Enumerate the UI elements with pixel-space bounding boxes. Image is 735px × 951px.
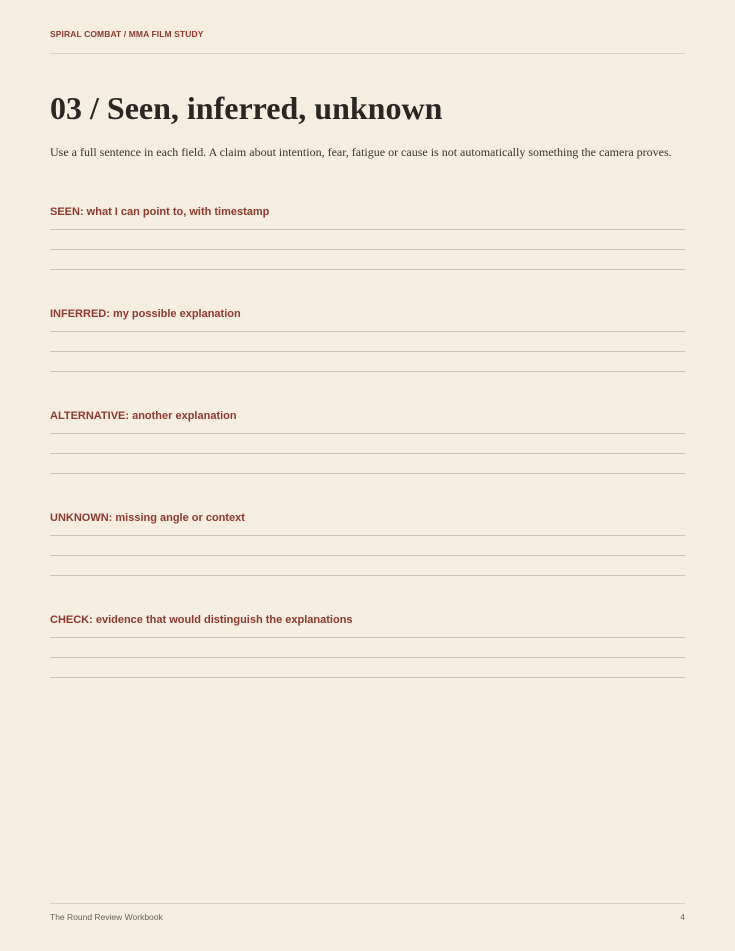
workbook-page — [50, 0, 685, 951]
writing-line[interactable] — [50, 535, 685, 536]
writing-line[interactable] — [50, 229, 685, 230]
writing-line[interactable] — [50, 453, 685, 454]
section-label-alternative: ALTERNATIVE: another explanation — [50, 410, 237, 422]
footer-title: The Round Review Workbook — [50, 912, 163, 922]
page-number: 4 — [680, 912, 685, 922]
writing-line[interactable] — [50, 677, 685, 678]
writing-line[interactable] — [50, 575, 685, 576]
section-alternative — [50, 408, 685, 488]
writing-line[interactable] — [50, 249, 685, 250]
header-kicker: SPIRAL COMBAT / MMA FILM STUDY — [50, 29, 204, 39]
footer-divider — [50, 903, 685, 904]
section-check — [50, 612, 685, 692]
writing-line[interactable] — [50, 371, 685, 372]
section-inferred — [50, 306, 685, 386]
section-label-seen: SEEN: what I can point to, with timestamp — [50, 206, 270, 218]
writing-line[interactable] — [50, 331, 685, 332]
writing-line[interactable] — [50, 555, 685, 556]
page-title: 03 / Seen, inferred, unknown — [50, 90, 443, 126]
section-label-unknown: UNKNOWN: missing angle or context — [50, 512, 245, 524]
header-divider — [50, 53, 685, 54]
writing-line[interactable] — [50, 657, 685, 658]
writing-line[interactable] — [50, 351, 685, 352]
intro-text: Use a full sentence in each field. A claim about intention, fear, fatigue or cause is not automatically something the camera proves. — [50, 145, 672, 159]
writing-line[interactable] — [50, 433, 685, 434]
section-label-check: CHECK: evidence that would distinguish the explanations — [50, 614, 353, 626]
section-unknown — [50, 510, 685, 590]
writing-line[interactable] — [50, 637, 685, 638]
section-seen — [50, 204, 685, 284]
writing-line[interactable] — [50, 269, 685, 270]
section-label-inferred: INFERRED: my possible explanation — [50, 308, 241, 320]
writing-line[interactable] — [50, 473, 685, 474]
